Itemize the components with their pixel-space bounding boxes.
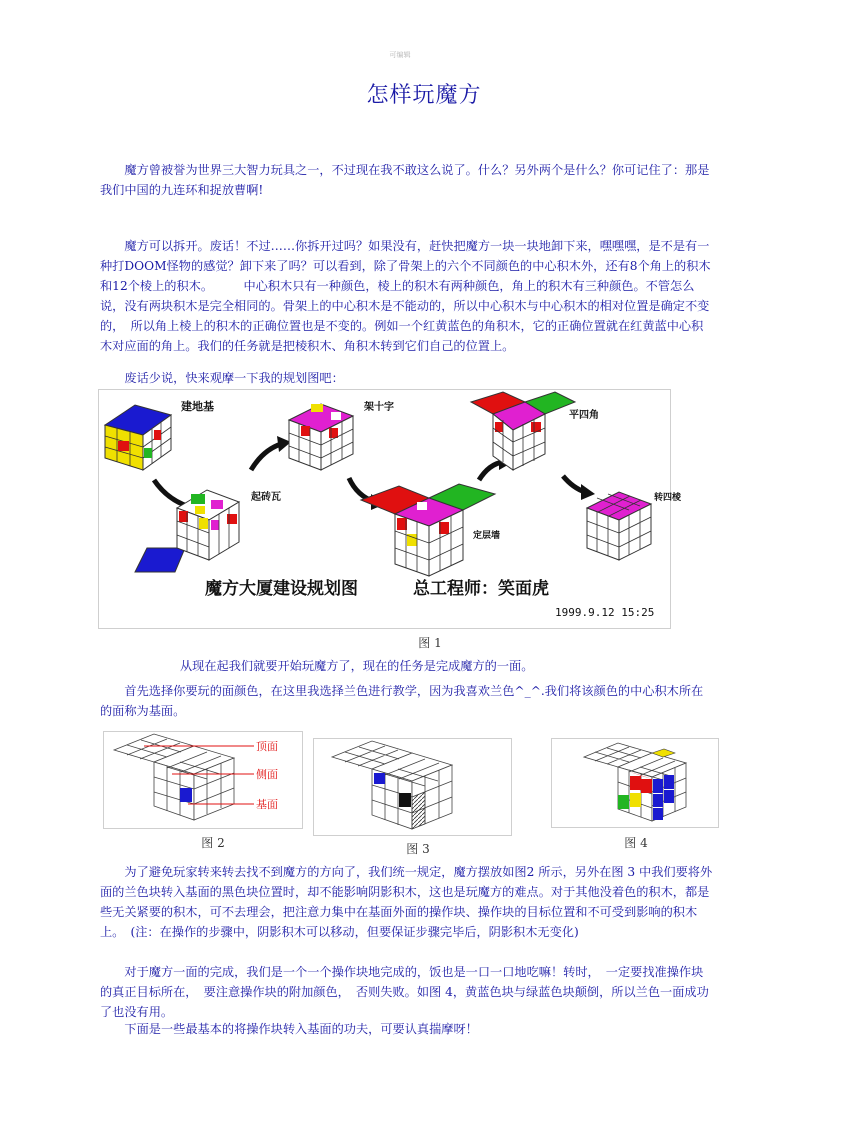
caption-figure-3: 图 3	[406, 842, 430, 856]
paragraph-one-face: 对于魔方一面的完成，我们是一个一个操作块地完成的，饭也是一口一口地吃嘛！转时， 一定要找准操作块的真正目标所在， 要注意操作块的附加颜色， 否则失败。如图 4，黄蓝色块与绿蓝色块颠倒，所以兰色一面成功了也没有用。	[100, 965, 709, 1019]
label-step-5: 平四角	[569, 410, 599, 421]
arrow-icon	[251, 444, 281, 470]
label-step-4: 定层墙	[473, 531, 501, 541]
figure-2-orientation	[103, 731, 303, 829]
figure-banner-title: 魔方大厦建设规划图	[205, 579, 358, 599]
caption-figure-1: 图 1	[418, 636, 442, 650]
label-base-face: 基面	[256, 798, 278, 811]
paragraph-intro: 魔方曾被誉为世界三大智力玩具之一，不过现在我不敢这么说了。什么？另外两个是什么？你可记住了：那是我们中国的九连环和捉放曹啊!	[100, 163, 710, 197]
figure-engineer: 总工程师：笑面虎	[413, 579, 549, 599]
label-step-3: 架十字	[364, 402, 394, 413]
paragraph-plan-intro: 废话少说，快来观摩一下我的规划图吧：	[124, 371, 344, 385]
caption-figure-2: 图 2	[201, 836, 225, 850]
label-step-1: 建地基	[181, 400, 214, 413]
paragraph-orientation-rules: 为了避免玩家转来转去找不到魔方的方向了，我们统一规定，魔方摆放如图2 所示，另外在图 3 中我们要将外面的兰色块转入基面的黑色块位置时，却不能影响阴影积木，这也是玩魔方的难点。对于其他没着色的积木，都是些无关紧要的积木，可不去理会，把注意力集中在基面外面的操作块、操作块的目标位置和不可受到影响的积木上。 (注：在操作的步骤中，阴影积木可以移动，但要保证步骤完毕后，阴影积木无变化)	[100, 865, 713, 939]
label-step-2: 起砖瓦	[251, 492, 281, 503]
cube-step-2	[135, 490, 239, 572]
header-mark: 可编辑	[389, 51, 411, 59]
figure-date: 1999.9.12 15:25	[555, 606, 655, 619]
cube-step-6	[587, 492, 651, 560]
figure-4-inverted-blocks	[551, 738, 719, 828]
figure-2-svg	[104, 732, 302, 828]
figure-1-svg	[99, 390, 682, 628]
page-title: 怎样玩魔方	[366, 83, 482, 108]
figure-3-svg	[314, 739, 511, 835]
paragraph-disassembly: 魔方可以拆开。废话！不过……你拆开过吗？如果没有，赶快把魔方一块一块地卸下来，嘿嘿嘿，是不是有一种打DOOM怪物的感觉？卸下来了吗？可以看到，除了骨架上的六个不同颜色的中心积木外，还有8个角上的积木和12个棱上的积木。 中心积木只有一种颜色，棱上的积木有两种颜色，角上的积木有三种颜色。不管怎么说，没有两块积木是完全相同的。骨架上的中心积木是不能动的，所以中心积木与中心积木的相对位置是确定不变的， 所以角上棱上的积木的正确位置也是不变的。例如一个红黄蓝色的角积木，它的正确位置就在红黄蓝中心积木对应面的角上。我们的任务就是把棱积木、角积木转到它们自己的位置上。	[100, 239, 711, 353]
caption-figure-4: 图 4	[624, 836, 648, 850]
cube-step-3	[289, 404, 353, 470]
label-side-face: 侧面	[256, 768, 278, 781]
label-step-6: 转四棱	[654, 493, 682, 503]
cube-step-1	[105, 405, 171, 470]
figure-4-svg	[552, 739, 718, 827]
figure-3-shaded-cubes	[313, 738, 512, 836]
paragraph-start: 从现在起我们就要开始玩魔方了，现在的任务是完成魔方的一面。	[180, 659, 534, 673]
cube-step-4	[361, 484, 495, 576]
label-top-face: 顶面	[256, 740, 278, 753]
cube-step-5	[471, 392, 575, 470]
figure-1-plan	[98, 389, 682, 629]
paragraph-choose-color: 首先选择你要玩的面颜色，在这里我选择兰色进行教学，因为我喜欢兰色^_^.我们将该颜色的中心积木所在的面称为基面。	[100, 684, 704, 718]
paragraph-basic-moves: 下面是一些最基本的将操作块转入基面的功夫，可要认真揣摩呀！	[124, 1022, 478, 1036]
